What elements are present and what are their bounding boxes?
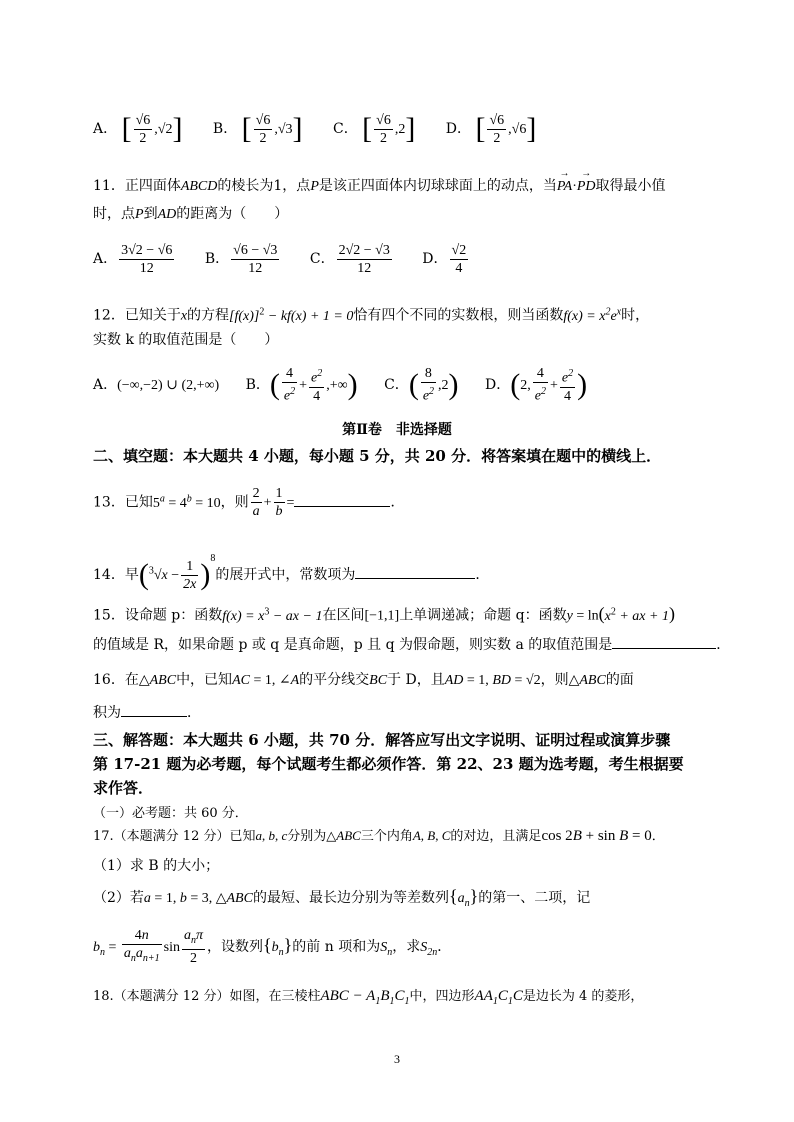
required-section-label: （一）必考题：共 60 分． bbox=[93, 806, 248, 821]
q12-option-d: D．(2, $\frac{4}{e^2}$ + $\frac{e^2}{4}$ ) bbox=[484, 366, 588, 404]
q11-option-d: D． $\frac{√2}{4}$ bbox=[422, 242, 467, 276]
q10-option-c: C． [ $\frac{√6}{2}$ ,2] bbox=[332, 112, 416, 146]
q17-line1: 17.（本题满分 12 分）已知a, b, c分别为△ABC三个内角A, B, C的对边，且满足cos 2B + sin B = 0． bbox=[93, 828, 665, 844]
q15-line1: 15．设命题 p：函数$f(x) = x^3$ − ax − 1在区间[−1,1]上单调递减；命题 q：函数$y = \ln(x^2$ + ax + 1) bbox=[93, 603, 675, 624]
q12-option-b: B．( $\frac{4}{e^2}$ + $\frac{e^2}{4}$ ,+∞) bbox=[245, 366, 358, 404]
q14-answer-blank[interactable] bbox=[355, 564, 475, 579]
section3-line2: 第 17-21 题为必考题，每个试题考生都必须作答．第 22、23 题为选考题，考生根据要 bbox=[93, 755, 684, 773]
q11-option-c: C． $\frac{2√2 - √3}{12}$ bbox=[309, 242, 390, 276]
q17-line4: $b_n$ = $\frac{4n}{a_na_{n+1}}$ sin $\frac{a_n\pi}{2}$ ，设数列$\{b_n\}$的前 n 项和为$S_n$，求$S_{2n}$． bbox=[93, 928, 452, 966]
q13-answer-blank[interactable] bbox=[294, 492, 390, 507]
part2-title: 第Ⅱ卷 非选择题 bbox=[342, 422, 452, 438]
q10-option-a: A． [ $\frac{√6}{2}$ ,√2] bbox=[93, 112, 183, 146]
section2-heading: 二、填空题：本大题共 4 小题，每小题 5 分，共 20 分．将答案填在题中的横线上． bbox=[93, 447, 662, 465]
section3-line3: 求作答． bbox=[93, 779, 154, 797]
q11-line2: 时，点P到AD的距离为（ ） bbox=[93, 206, 289, 222]
q12-option-c: C．( $\frac{8}{e^2}$ ,2) bbox=[384, 366, 459, 404]
q12-option-a: A．(−∞,−2) ∪ (2,+∞) bbox=[93, 377, 220, 393]
q12-line2: 实数 k 的取值范围是（ ） bbox=[93, 332, 279, 348]
q11-line1: 11．正四面体ABCD的棱长为1，点P是该正四面体内切球球面上的动点，当→ PA·→ PD取得最小值 bbox=[93, 176, 666, 197]
q12-options bbox=[93, 362, 587, 408]
q16-answer-blank[interactable] bbox=[121, 702, 187, 717]
section3-line1: 三、解答题：本大题共 6 小题，共 70 分．解答应写出文字说明、证明过程或演算步骤 bbox=[93, 731, 671, 749]
q10-options bbox=[93, 106, 536, 152]
q10-option-d: D． [ $\frac{√6}{2}$ ,√6] bbox=[445, 112, 537, 146]
q11-option-a: A． $\frac{3√2 - √6}{12}$ bbox=[93, 242, 173, 276]
q17-sub2: （2）若a = 1, b = 3, △ABC的最短、最长边分别为等差数列$\{a_n\}$的第一、二项，记 bbox=[93, 886, 591, 909]
q11-options bbox=[93, 236, 470, 282]
q15-line2: 的值域是 R，如果命题 p 或 q 是真命题，p 且 q 为假命题，则实数 a 的取值范围是 ． bbox=[93, 634, 730, 655]
q16-line2: 积为 ． bbox=[93, 702, 201, 723]
q11-option-b: B． $\frac{√6 - √3}{12}$ bbox=[204, 242, 278, 276]
q15-answer-blank[interactable] bbox=[612, 634, 716, 649]
q16-line1: 16．在△ABC中，已知AC = 1, ∠A的平分线交BC于 D，且AD = 1, BD = √2，则△ABC的面 bbox=[93, 672, 634, 688]
q14: 14．早($^3$√x − $\frac{1}{2x}$ )$^8$的展开式中，常数项为 ． bbox=[93, 553, 490, 592]
q17-sub1: （1）求 B 的大小； bbox=[93, 858, 220, 874]
q10-option-b: B． [ $\frac{√6}{2}$ ,√3] bbox=[212, 112, 303, 146]
page-number: 3 bbox=[394, 1052, 400, 1066]
q13: 13．已知$5^a = 4^b = 10$，则 $\frac{2}{a}$ + $\frac{1}{b}$ = ． bbox=[93, 486, 405, 520]
q12-line1: 12．已知关于x的方程$[f(x)]^2 - kf(x) + 1 = 0$恰有四个不同的实数根，则当函数$f(x) = x^2e^x$时， bbox=[93, 306, 650, 324]
q18-line1: 18.（本题满分 12 分）如图，在三棱柱ABC − $A_1B_1C_1$中，四边形$AA_1C_1C$是边长为 4 的菱形， bbox=[93, 988, 644, 1007]
